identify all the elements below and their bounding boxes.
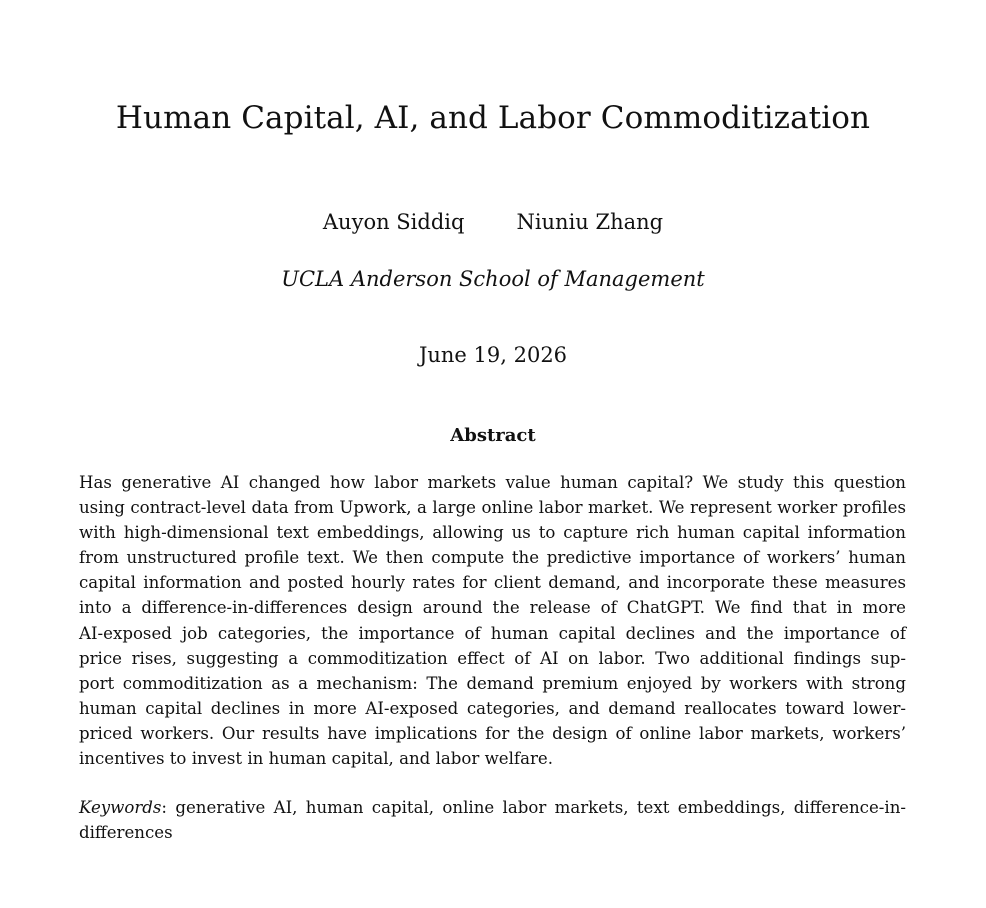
abstract-line: from unstructured profile text. We then compute the predictive importance of workers’ human bbox=[79, 548, 906, 568]
keywords-list: : generative AI, human capital, online labor markets, text embeddings, difference-in- bbox=[161, 798, 906, 817]
abstract-line: with high-dimensional text embeddings, allowing us to capture rich human capital information bbox=[79, 523, 906, 543]
abstract-line: human capital declines in more AI-exposed categories, and demand reallocates toward lower- bbox=[79, 698, 906, 718]
keywords-line-continued: differences bbox=[79, 823, 173, 843]
abstract-heading: Abstract bbox=[450, 425, 536, 446]
affiliation: UCLA Anderson School of Management bbox=[281, 267, 705, 291]
abstract-line: using contract-level data from Upwork, a large online labor market. We represent worker profiles bbox=[79, 498, 906, 518]
author-name: Auyon Siddiq bbox=[322, 210, 465, 234]
abstract-line: priced workers. Our results have implications for the design of online labor markets, workers’ bbox=[79, 723, 906, 743]
abstract-line: into a difference-in-differences design around the release of ChatGPT. We find that in more bbox=[79, 598, 906, 618]
keywords-line bbox=[79, 795, 906, 820]
paper-title: Human Capital, AI, and Labor Commoditization bbox=[115, 100, 871, 136]
author-name: Niuniu Zhang bbox=[516, 210, 664, 234]
abstract-line: capital information and posted hourly rates for client demand, and incorporate these measures bbox=[79, 573, 906, 593]
abstract-line: AI-exposed job categories, the importance of human capital declines and the importance of bbox=[79, 623, 906, 643]
abstract-line: price rises, suggesting a commoditization effect of AI on labor. Two additional findings sup- bbox=[79, 648, 906, 668]
abstract-line: incentives to invest in human capital, and labor welfare. bbox=[79, 749, 553, 769]
paper-date: June 19, 2026 bbox=[418, 343, 568, 367]
author-list bbox=[0, 207, 986, 237]
abstract-line: port commoditization as a mechanism: The demand premium enjoyed by workers with strong bbox=[79, 673, 906, 693]
keywords-label: Keywords bbox=[79, 798, 162, 817]
keywords bbox=[79, 795, 906, 845]
abstract-line: Has generative AI changed how labor markets value human capital? We study this question bbox=[79, 473, 906, 492]
abstract-text bbox=[79, 470, 906, 771]
